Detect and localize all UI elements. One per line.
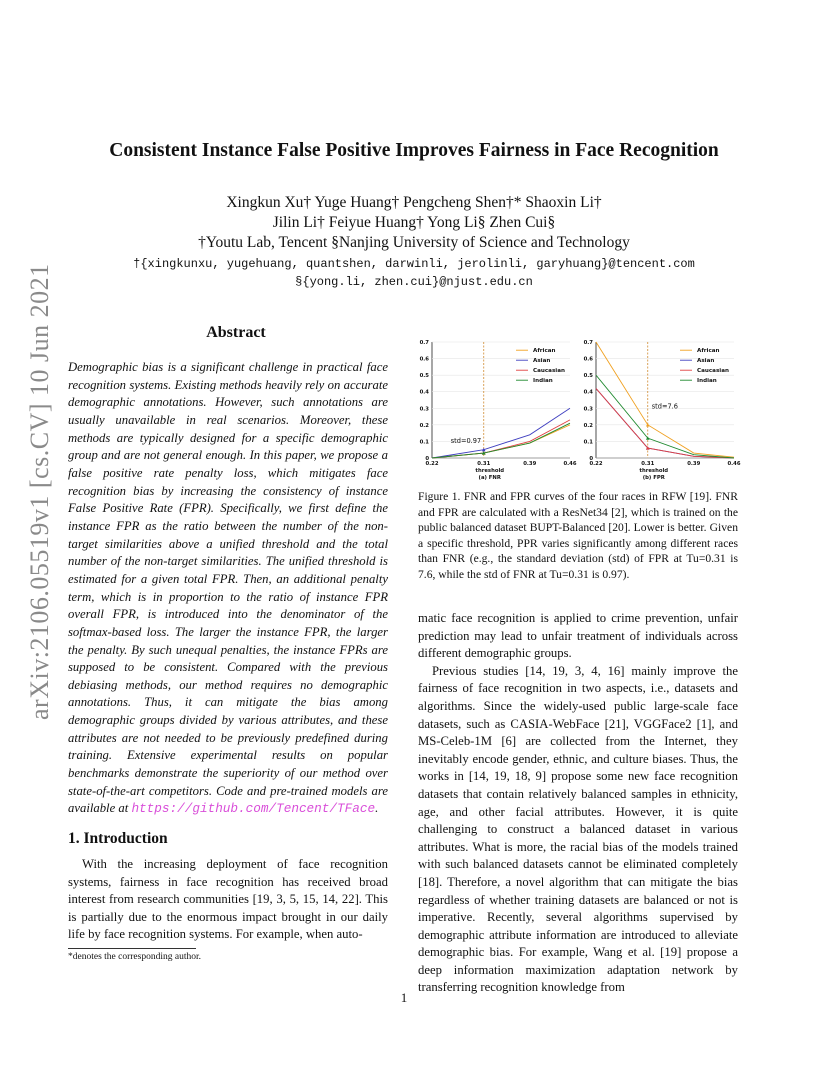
chart-2-x-tick-label: 0.46 — [727, 461, 741, 467]
chart-2-std-annotation: std=7.6 — [651, 402, 678, 411]
chart-2-series-asian — [596, 388, 734, 458]
chart-1-y-tick-label: 0.6 — [419, 356, 429, 363]
chart-1-y-tick-label: 0 — [425, 456, 429, 462]
chart-2-legend-label: African — [697, 348, 720, 354]
chart-2-legend-label: Indian — [697, 378, 717, 384]
section-heading-introduction: 1. Introduction — [68, 830, 168, 847]
chart-1-x-axis-label: threshold — [475, 468, 505, 474]
chart-1-y-tick-label: 0.1 — [419, 439, 429, 446]
chart-2-legend-label: Asian — [697, 358, 715, 364]
chart-2-x-tick-label: 0.31 — [641, 461, 655, 467]
chart-1-y-tick-label: 0.3 — [419, 406, 429, 413]
authors-line-2: Jilin Li† Feiyue Huang† Yong Li§ Zhen Cui§ — [272, 214, 556, 231]
introduction-text: With the increasing deployment of face recognition systems, fairness in face recognition has received broad interest from research communities [19, 3, 5, 15, 14, 22]. This is partially due to the enormous impact brought in our daily life by face recognition systems. For example, when auto- — [68, 857, 388, 942]
emails-njust: §{yong.li, zhen.cui}@njust.edu.cn — [295, 275, 533, 289]
chart-2-y-tick-label: 0.7 — [583, 340, 593, 346]
chart-1-y-tick-label: 0.5 — [419, 373, 429, 380]
abstract-heading: Abstract — [206, 324, 266, 341]
figure-1-charts — [418, 334, 746, 482]
footnote-divider — [68, 948, 196, 949]
chart-1-x-tick-label: 0.46 — [563, 461, 577, 467]
affiliations: †Youtu Lab, Tencent §Nanjing University of Science and Technology — [198, 234, 630, 251]
right-column-paragraph-1: matic face recognition is applied to crime prevention, unfair prediction may lead to unfair treatment of individuals across different demographic groups. — [418, 611, 738, 661]
chart-2-y-tick-label: 0.5 — [583, 373, 593, 380]
chart-2-x-tick-label: 0.22 — [589, 461, 603, 467]
chart-2-y-tick-label: 0.2 — [583, 422, 593, 429]
chart-1-legend-label: Asian — [533, 358, 551, 364]
chart-2-y-tick-label: 0.4 — [583, 389, 593, 396]
page-number: 1 — [400, 990, 408, 1005]
chart-1-x-tick-label: 0.39 — [523, 461, 537, 467]
authors-line-1: Xingkun Xu† Yuge Huang† Pengcheng Shen†* Shaoxin Li† — [226, 194, 602, 211]
abstract-text: Demographic bias is a significant challenge in practical face recognition systems. Existing methods heavily rely on accurate demographic annotations. However, such annotations are usually unavailable in real scenarios. Moreover, these methods are typically designed for a specific demographic group and are not general enough. In this paper, we propose a false positive rate penalty loss, which mitigates face recognition bias by increasing the consistency of instance False Positive Rate (FPR). Specifically, we first define the instance FPR as the ratio between the number of the non-target similarities above a unified threshold and the total number of the non-target similarities. The unified threshold is estimated for a given total FPR. Then, an additional penalty term, which is in proportion to the ratio of instance FPR overall FPR, is introduced into the denominator of the softmax-based loss. The larger the instance FPR, the larger the penalty. By such unequal penalties, the instance FPRs are supposed to be consistent. Compared with the previous debiasing methods, our method requires no demographic annotations. Thus, it can mitigate the bias among demographic groups divided by various attributes, and these attributes are not needed to be previously predefined during training. Extensive experimental results on popular benchmarks demonstrate the superiority of our method over state-of-the-art competitors. Code and pre-trained models are available at — [68, 360, 388, 816]
chart-2-y-tick-label: 0 — [589, 456, 593, 462]
chart-2-y-tick-label: 0.3 — [583, 406, 593, 413]
footnote: *denotes the corresponding author. — [68, 952, 201, 962]
chart-2-x-axis-label: threshold — [639, 468, 669, 474]
chart-1-legend-label: Indian — [533, 378, 553, 384]
chart-1-sublabel: (a) FNR — [478, 475, 501, 481]
chart-2-x-tick-label: 0.39 — [687, 461, 701, 467]
chart-2-series-caucasian — [596, 388, 734, 458]
chart-1-y-tick-label: 0.7 — [419, 340, 429, 346]
paper-title: Consistent Instance False Positive Improves Fairness in Face Recognition — [109, 140, 719, 161]
chart-2-series-indian — [596, 375, 734, 458]
chart-1-x-tick-label: 0.22 — [425, 461, 439, 467]
chart-1-legend-label: African — [533, 348, 556, 354]
introduction-paragraph — [68, 856, 388, 944]
chart-1-y-tick-label: 0.4 — [419, 389, 429, 396]
figure-caption: Figure 1. FNR and FPR curves of the four races in RFW [19]. FNR and FPR are calculated with a ResNet34 [2], which is trained on the public balanced dataset BUPT-Balanced [20]. Lower is better. Given a specific threshold, PPR varies significantly among different races than FNR (e.g., the standard deviation (std) of FPR at Tu=0.31 is 7.6, while the std of FNR at Tu=0.31 is 0.97). — [418, 490, 738, 581]
chart-2-y-tick-label: 0.1 — [583, 439, 593, 446]
right-column-text — [418, 610, 738, 997]
emails-tencent: †{xingkunxu, yugehuang, quantshen, darwinli, jerolinli, garyhuang}@tencent.com — [133, 257, 695, 271]
abstract-body: Demographic bias is a significant challenge in practical face recognition systems. Existing methods heavily rely on accurate demographic annotations. However, such annotations are usually unavailable in real scenarios. Moreover, these methods are typically designed for a specific demographic group and are not general enough. In this paper, we propose a false positive rate penalty loss, which mitigates face recognition bias by increasing the consistency of instance False Positive Rate (FPR). Specifically, we first define the instance FPR as the ratio between the number of the non-target similarities above a unified threshold and the total number of the non-target similarities. The unified threshold is estimated for a given total FPR. Then, an additional penalty term, which is in proportion to the ratio of instance FPR overall FPR, is introduced into the denominator of the softmax-based loss. The larger the instance FPR, the larger the penalty. By such unequal penalties, the instance FPRs are supposed to be consistent. Compared with the previous debiasing methods, our method requires no demographic annotations. Thus, it can mitigate the bias among demographic groups divided by various attributes, and these attributes are not needed to be previously predefined during training. Extensive experimental results on popular benchmarks demonstrate the superiority of our method over state-of-the-art competitors. Code and pre-trained models are available at https://github.com/Tencent/TFace. — [68, 360, 388, 817]
chart-1-legend-label: Caucasian — [533, 368, 565, 374]
chart-1-y-tick-label: 0.2 — [419, 422, 429, 429]
code-link[interactable]: https://github.com/Tencent/TFace — [131, 801, 376, 817]
right-column-paragraph-2: Previous studies [14, 19, 3, 4, 16] mainly improve the fairness of face recognition in two aspects, i.e., datasets and algorithms. Since the widely-used public large-scale face datasets, such as CASIA-WebFace [21], VGGFace2 [1], and MS-Celeb-1M [6] are collected from the Internet, they inevitably encode gender, ethnic, and culture biases. Thus, the works in [14, 19, 18, 9] propose some new face recognition datasets that contain relatively balanced samples in ethnicity, age, and other facial attributes. However, it is quite challenging to construct a balanced dataset in various attributes. What is more, the racial bias of the models trained with such balanced datasets cannot be eliminated completely [18]. Therefore, a novel algorithm that can mitigate the bias regardless of whether training datasets are balanced or not is imperative. Recently, several algorithms supervised by demographic attribute information are introduced to alleviate demographic bias. For example, Wang et al. [19] propose a deep information maximization adaptation network by transferring recognition knowledge from — [418, 663, 738, 995]
chart-1-std-annotation: std=0.97 — [450, 437, 482, 446]
chart-2-legend-label: Caucasian — [697, 368, 729, 374]
arxiv-side-stamp: arXiv:2106.05519v1 [cs.CV] 10 Jun 2021 — [25, 263, 54, 720]
chart-1-x-tick-label: 0.31 — [477, 461, 491, 467]
chart-2-sublabel: (b) FPR — [642, 475, 665, 481]
chart-2-y-tick-label: 0.6 — [583, 356, 593, 363]
